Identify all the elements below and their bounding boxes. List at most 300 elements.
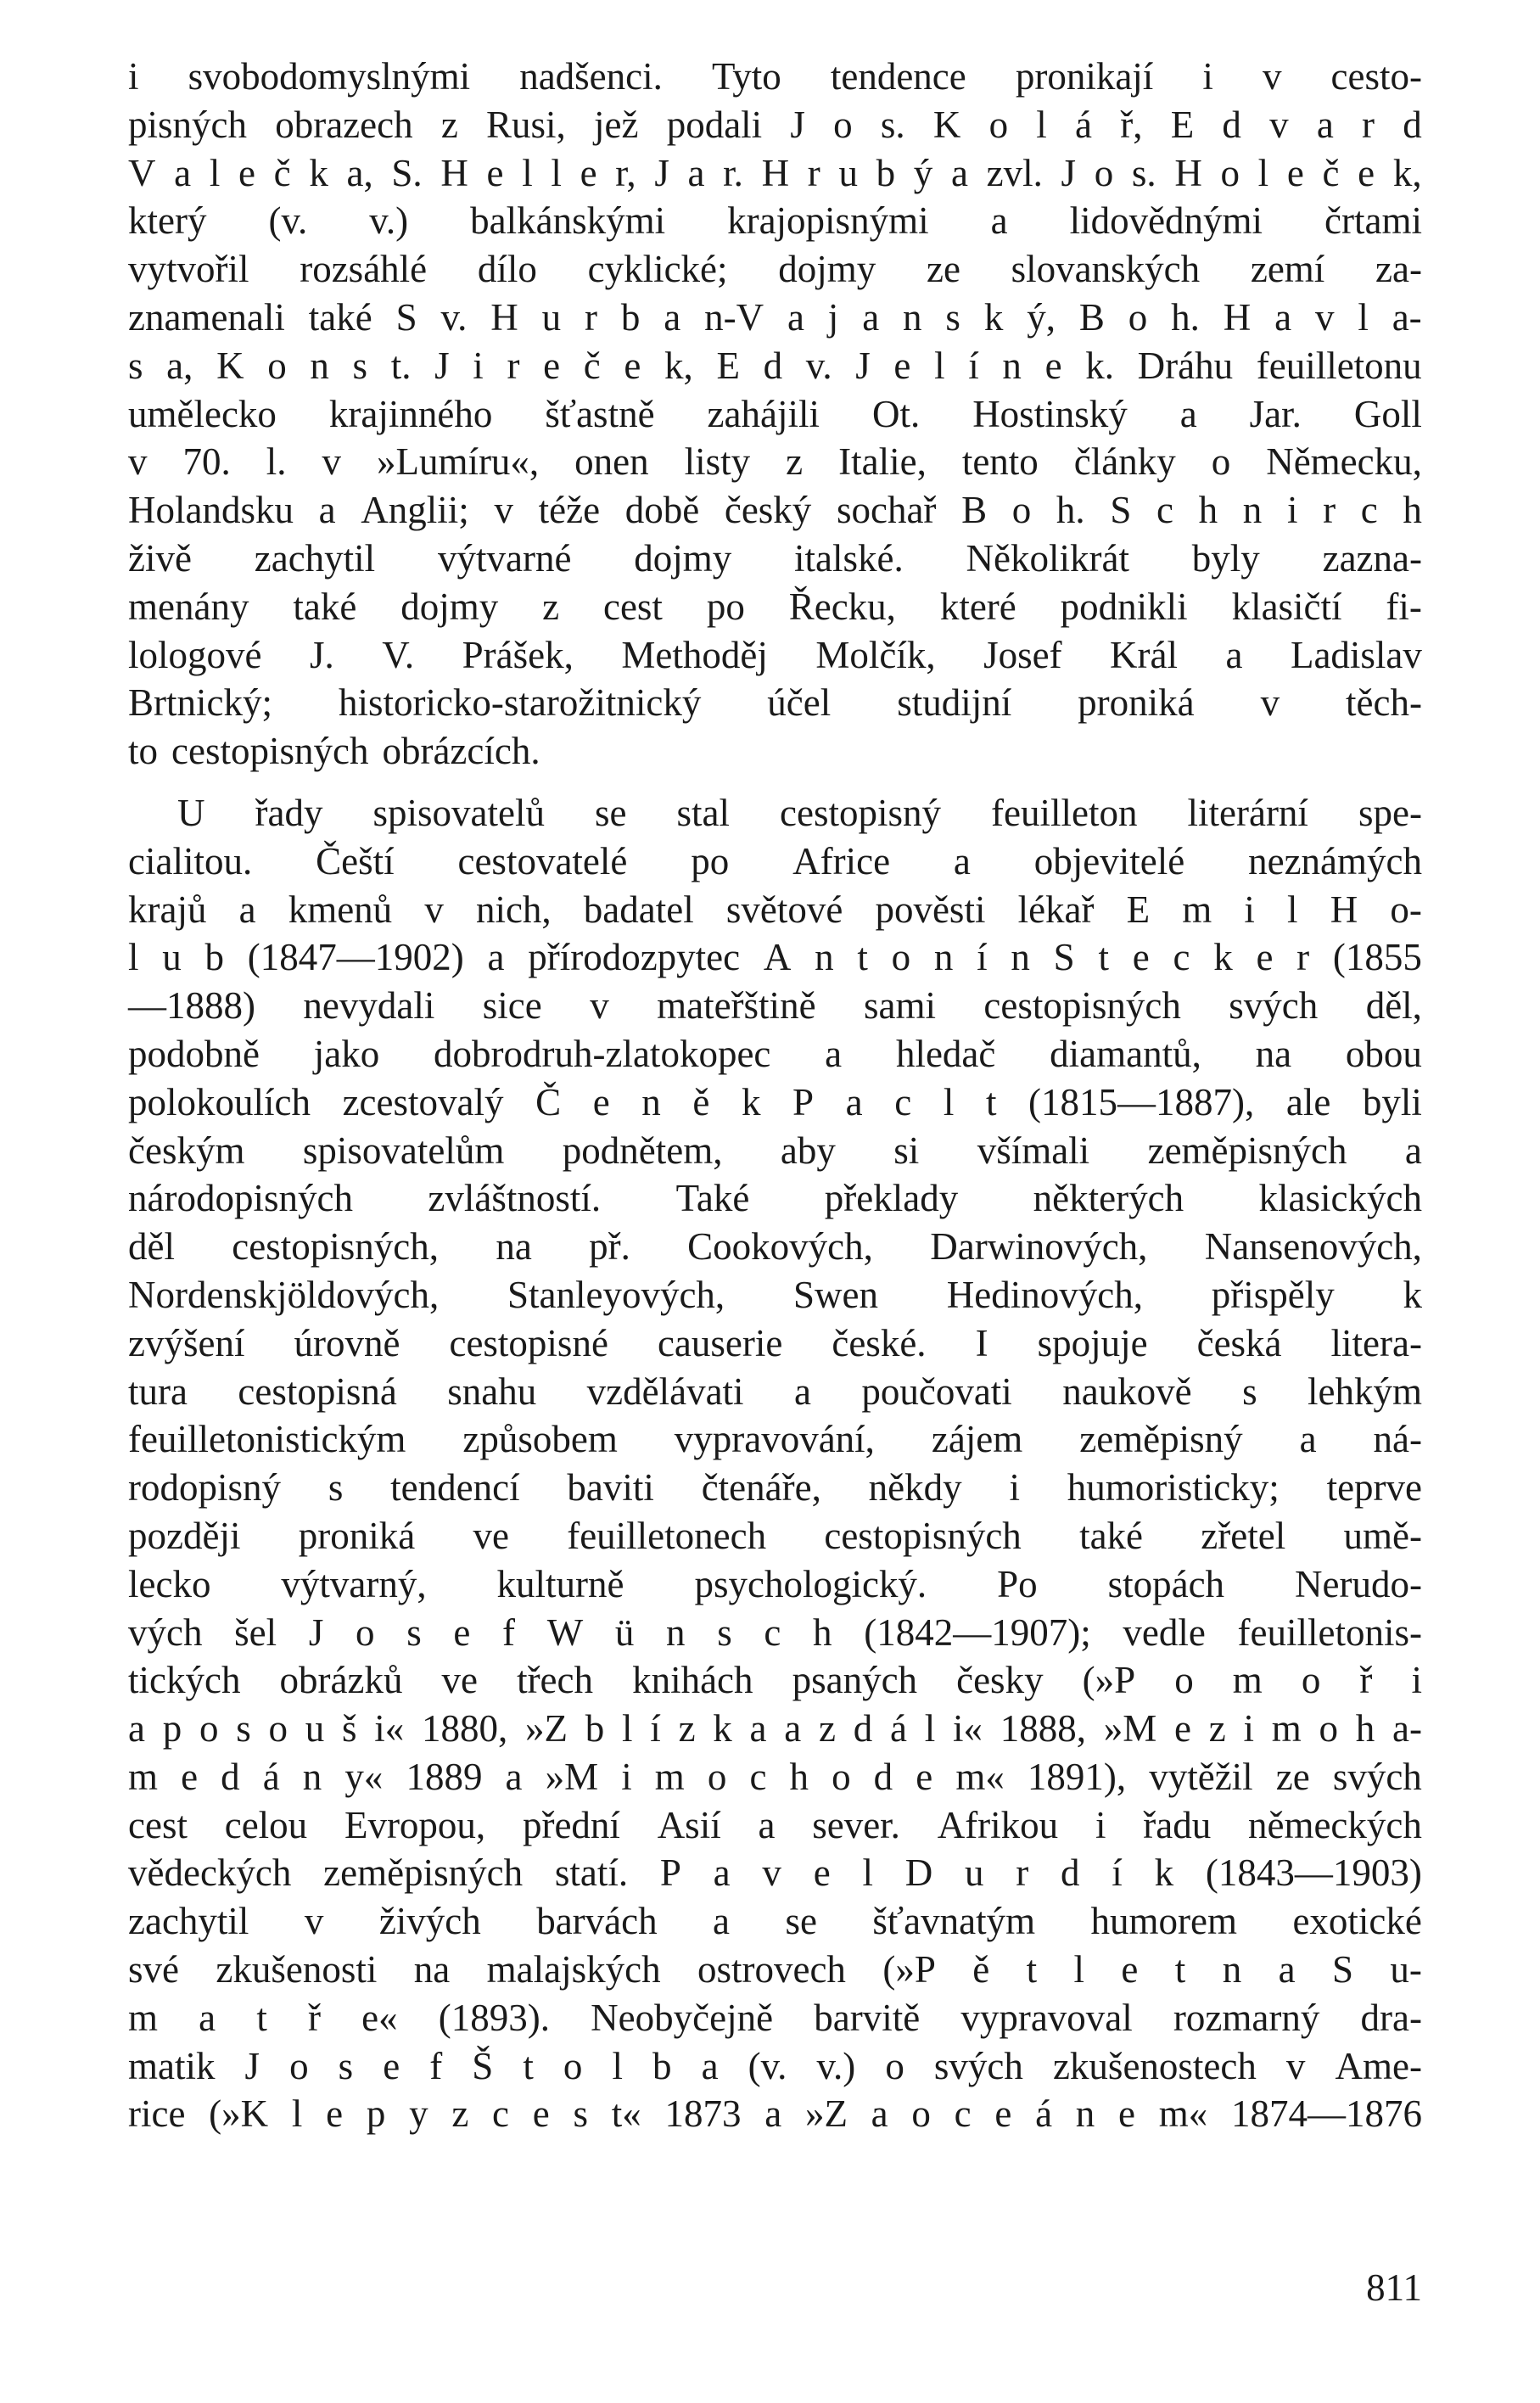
word: ve <box>441 1659 478 1702</box>
word: cesto- <box>1330 55 1422 98</box>
word: řadu <box>1143 1803 1212 1846</box>
word: »M <box>1103 1707 1157 1750</box>
word: l <box>934 344 945 387</box>
word: o <box>268 1707 288 1750</box>
word: b <box>204 936 225 979</box>
word: e <box>1358 151 1375 194</box>
word: m« <box>1158 2092 1208 2136</box>
word: feuilletonu <box>1256 344 1422 387</box>
word: a <box>238 888 256 931</box>
word: fi- <box>1386 585 1422 628</box>
word: a <box>764 2092 782 2136</box>
word: s <box>328 1466 344 1510</box>
word: b <box>876 151 896 194</box>
word: děl, <box>1365 984 1422 1028</box>
word: baviti <box>567 1466 654 1510</box>
word: e <box>1132 936 1150 979</box>
word: a <box>871 2092 888 2136</box>
word: k <box>741 1080 761 1123</box>
word: byly <box>1191 536 1260 580</box>
text-line <box>128 101 1422 149</box>
word: svých <box>1229 984 1319 1028</box>
word: D <box>904 1851 933 1895</box>
word: neznámých <box>1248 839 1422 882</box>
word: u <box>541 295 562 339</box>
word: Ame- <box>1335 2044 1422 2087</box>
word: obrázcích. <box>382 730 540 773</box>
word: v <box>494 489 513 532</box>
word: l <box>612 2044 623 2087</box>
word: á <box>890 1707 907 1750</box>
word: e <box>532 2092 550 2136</box>
word: B <box>1078 295 1105 339</box>
word: který <box>128 199 207 243</box>
word: »Z <box>525 1707 568 1750</box>
word: a <box>687 151 705 194</box>
word: S <box>1053 936 1075 979</box>
text-line <box>128 438 1422 486</box>
word: v <box>1285 2044 1306 2087</box>
word: o <box>1094 151 1114 194</box>
word: i <box>1411 1659 1422 1702</box>
word: o <box>911 2092 931 2136</box>
word: Řecku, <box>788 585 896 628</box>
word: r <box>507 344 520 387</box>
word: dílo <box>477 248 537 291</box>
word: ý, <box>1027 295 1056 339</box>
word: r. <box>723 151 743 194</box>
word: Darwinových, <box>930 1225 1148 1269</box>
word: n <box>1011 936 1030 979</box>
word: řady <box>255 791 323 834</box>
word: česky <box>956 1659 1044 1702</box>
word: Nansenových, <box>1204 1225 1422 1269</box>
word: rozsáhlé <box>300 248 428 291</box>
word: Ot. <box>871 392 921 435</box>
word: a <box>713 1900 731 1943</box>
word: d <box>221 1755 240 1798</box>
word: psychologický. <box>694 1562 927 1605</box>
word: i« <box>374 1707 405 1750</box>
word: s <box>573 2092 588 2136</box>
word: slovanských <box>1011 248 1201 291</box>
word: lidovědnými <box>1069 199 1263 243</box>
word: rozmarný <box>1173 1996 1320 2039</box>
text-line <box>128 535 1422 583</box>
word: ý <box>913 151 933 194</box>
word: e <box>1044 344 1062 387</box>
word: podnětem, <box>562 1129 723 1172</box>
word: e <box>1286 151 1304 194</box>
word: zkušenostech <box>1052 2044 1257 2087</box>
word: v <box>1262 55 1282 98</box>
word: krajopisnými <box>727 199 929 243</box>
word: E <box>716 344 740 387</box>
word: svých <box>933 2044 1023 2087</box>
word: přední <box>522 1803 620 1846</box>
word: z <box>1208 1707 1226 1750</box>
word: i <box>1286 489 1298 532</box>
word: pronikají <box>1015 55 1154 98</box>
word: causerie <box>657 1321 783 1364</box>
word: l. <box>266 440 287 484</box>
word: o <box>356 1610 375 1654</box>
word: m <box>128 1996 159 2039</box>
word: cestopisná <box>238 1370 397 1413</box>
word: Několikrát <box>966 536 1129 580</box>
word: menány <box>128 585 249 628</box>
text-line <box>128 933 1422 982</box>
word: sami <box>863 984 936 1028</box>
text-line <box>128 2090 1422 2138</box>
word: ř <box>1359 1659 1373 1702</box>
word: K <box>932 103 961 146</box>
word: cialitou. <box>128 839 253 882</box>
word: a <box>701 2044 719 2087</box>
word: c <box>764 1610 781 1654</box>
word: a <box>1179 392 1197 435</box>
word: zemí <box>1250 248 1325 291</box>
word: nich, <box>475 888 552 931</box>
word: c <box>749 1755 767 1798</box>
word: lehkým <box>1307 1370 1422 1413</box>
word: onen <box>574 440 649 484</box>
text-line <box>128 1512 1422 1560</box>
word: f <box>502 1610 516 1654</box>
word: o <box>832 1755 851 1798</box>
text-line <box>128 2042 1422 2091</box>
word: (»K <box>209 2092 269 2136</box>
word: obrazech <box>275 103 413 146</box>
word: úrovně <box>294 1321 400 1364</box>
word: cestopisné <box>449 1321 608 1364</box>
word: přírodozpytec <box>528 936 741 979</box>
word: e <box>994 2092 1012 2136</box>
word: m <box>1271 1707 1302 1750</box>
word: vytěžil <box>1149 1755 1253 1798</box>
word: Molčík, <box>815 633 936 676</box>
word: ostrovech <box>697 1948 846 1991</box>
word: E <box>1126 888 1151 931</box>
word: Evropou, <box>344 1803 486 1846</box>
word: živě <box>128 536 192 580</box>
word: V <box>128 151 156 194</box>
word: cest <box>128 1803 188 1846</box>
word: n <box>1222 1948 1242 1991</box>
word: o <box>1301 1659 1321 1702</box>
word: o <box>1128 295 1148 339</box>
text-line <box>128 837 1422 886</box>
word: tura <box>128 1370 188 1413</box>
word: o <box>1174 1659 1194 1702</box>
word: e <box>916 1755 933 1798</box>
word: a <box>825 1032 843 1075</box>
word: s <box>338 2044 354 2087</box>
paragraph <box>128 789 1422 2138</box>
word: hledač <box>895 1032 996 1075</box>
word: S <box>1331 1948 1353 1991</box>
word: Cookových, <box>687 1225 873 1269</box>
word: k, <box>664 344 693 387</box>
word: přispěly <box>1211 1273 1335 1316</box>
word: e <box>592 1080 610 1123</box>
word: č <box>1322 151 1340 194</box>
word: výtvarný, <box>281 1562 427 1605</box>
text-line <box>128 1897 1422 1946</box>
word: a <box>749 1707 767 1750</box>
word: také <box>308 295 372 339</box>
word: o <box>563 2044 583 2087</box>
word: u <box>838 151 858 194</box>
text-line <box>128 1705 1422 1753</box>
word: J <box>308 1610 324 1654</box>
text-line <box>128 1223 1422 1271</box>
text-line <box>128 727 1422 776</box>
word: K <box>216 344 244 387</box>
word: e <box>624 344 641 387</box>
word: 1874—1876 <box>1230 2092 1422 2136</box>
word: n <box>1075 2092 1095 2136</box>
word: Tyto <box>711 55 781 98</box>
word: Čeští <box>316 839 395 882</box>
word: a <box>758 1803 776 1846</box>
word: d <box>1061 1851 1080 1895</box>
word: a <box>505 1755 523 1798</box>
text-line <box>128 342 1422 390</box>
word: v. <box>440 295 468 339</box>
text-line <box>128 197 1422 245</box>
word: S <box>395 295 417 339</box>
word: l <box>291 2092 303 2136</box>
word: 1891), <box>1027 1755 1127 1798</box>
word: a <box>950 151 968 194</box>
word: a <box>664 295 681 339</box>
word: šťavnatým <box>872 1900 1036 1943</box>
word: l <box>522 151 533 194</box>
text-line <box>128 245 1422 294</box>
word: o <box>988 103 1009 146</box>
word: cestopisných <box>171 730 369 773</box>
word: s <box>128 344 143 387</box>
word: na <box>496 1225 532 1269</box>
word: zcestovalý <box>342 1080 504 1123</box>
word: r <box>1362 103 1375 146</box>
word: umě- <box>1343 1514 1422 1557</box>
word: v.) <box>816 2044 856 2087</box>
word: výtvarné <box>437 536 572 580</box>
word: cyklické; <box>587 248 728 291</box>
word: v <box>128 440 148 484</box>
word: a <box>174 151 192 194</box>
word: dojmy <box>778 248 876 291</box>
word: ř <box>307 1996 321 2039</box>
word: b <box>620 295 641 339</box>
text-line <box>128 486 1422 535</box>
word: (1843—1903) <box>1205 1851 1422 1895</box>
text-line <box>128 789 1422 837</box>
word: k <box>309 151 328 194</box>
word: zazna- <box>1322 536 1422 580</box>
text-line <box>128 149 1422 198</box>
word: i« <box>953 1707 983 1750</box>
word: (1847—1902) <box>247 936 464 979</box>
word: aby <box>780 1129 836 1172</box>
word: mateřštině <box>657 984 816 1028</box>
word: k <box>983 295 1004 339</box>
word: i <box>1243 1707 1255 1750</box>
word: z <box>542 585 560 628</box>
word: s <box>945 295 960 339</box>
text-line <box>128 679 1422 727</box>
word: snahu <box>447 1370 537 1413</box>
word: a, <box>166 344 193 387</box>
word: zeměpisný <box>1079 1418 1243 1461</box>
word: W <box>546 1610 584 1654</box>
word: n <box>1242 489 1263 532</box>
word: podnikli <box>1060 585 1188 628</box>
word: polokoulích <box>128 1080 311 1123</box>
word: pisných <box>128 103 247 146</box>
word: l <box>1287 888 1298 931</box>
word: k. <box>1085 344 1114 387</box>
word: m <box>654 1755 685 1798</box>
word: o <box>1220 151 1240 194</box>
word: H <box>490 295 518 339</box>
word: a <box>1274 295 1292 339</box>
word: proniká <box>298 1514 416 1557</box>
word: l <box>209 151 221 194</box>
word: J <box>790 103 805 146</box>
word: krajů <box>128 888 207 931</box>
word: J. <box>309 633 334 676</box>
word: v <box>762 1851 781 1895</box>
word: U <box>177 791 205 834</box>
word: cestopisných <box>824 1514 1022 1557</box>
word: ze <box>1275 1755 1310 1798</box>
word: dojmy <box>400 585 499 628</box>
word: sever. <box>812 1803 900 1846</box>
word: e <box>813 1851 831 1895</box>
word: sochař <box>836 489 937 532</box>
word: u <box>305 1707 325 1750</box>
word: dojmy <box>634 536 732 580</box>
word: 1888, <box>1000 1707 1087 1750</box>
word: některých <box>1033 1177 1184 1220</box>
word: n <box>302 1755 322 1798</box>
word: (»P <box>1082 1659 1136 1702</box>
word: v <box>1260 681 1280 725</box>
word: J <box>1061 151 1077 194</box>
word: Afrikou <box>937 1803 1059 1846</box>
word: S. <box>391 151 423 194</box>
text-line <box>128 1656 1422 1705</box>
word: o- <box>1390 888 1422 931</box>
word: naukově <box>1062 1370 1192 1413</box>
word: Š <box>472 2044 494 2087</box>
word: teprve <box>1326 1466 1422 1510</box>
word: e <box>238 151 255 194</box>
page-number: 811 <box>1366 2266 1422 2309</box>
word: y« <box>344 1755 384 1798</box>
word: tických <box>128 1659 241 1702</box>
word: statí. <box>554 1851 629 1895</box>
word: m <box>1182 888 1212 931</box>
word: proniká <box>1078 681 1195 725</box>
word: a <box>713 1851 731 1895</box>
word: v <box>322 440 341 484</box>
word: h. <box>1056 489 1085 532</box>
text-line <box>128 1271 1422 1319</box>
word: zvláštností. <box>428 1177 602 1220</box>
word: »M <box>545 1755 599 1798</box>
word: humoristicky; <box>1067 1466 1280 1510</box>
word: cestovatelé <box>457 839 628 882</box>
word: S <box>1110 489 1132 532</box>
word: se <box>785 1900 817 1943</box>
text-line <box>128 583 1422 631</box>
word: j <box>827 295 839 339</box>
word: p <box>366 2092 386 2136</box>
word: a <box>784 1707 802 1750</box>
word: t <box>1098 936 1109 979</box>
word: vzdělávati <box>586 1370 744 1413</box>
word: H <box>1174 151 1202 194</box>
word: diamantů, <box>1050 1032 1201 1075</box>
word: vytvořil <box>128 248 249 291</box>
word: 1889 <box>406 1755 483 1798</box>
word: s <box>717 1610 732 1654</box>
word: Neobyčejně <box>591 1996 774 2039</box>
word: o <box>885 2044 904 2087</box>
word: spojuje <box>1037 1321 1148 1364</box>
word: kmenů <box>288 888 393 931</box>
word: vypravoval <box>960 1996 1133 2039</box>
word: o <box>1011 489 1032 532</box>
word: zvýšení <box>128 1321 245 1364</box>
word: se <box>595 791 627 834</box>
word: objevitelé <box>1033 839 1185 882</box>
word: zeměpisných <box>323 1851 524 1895</box>
word: t« <box>611 2092 641 2136</box>
word: byli <box>1362 1080 1422 1123</box>
word: barvách <box>536 1900 658 1943</box>
word: Č <box>535 1080 562 1123</box>
word: d <box>873 1755 893 1798</box>
text-line <box>128 294 1422 342</box>
word: lologové <box>128 633 262 676</box>
word: (»P <box>882 1948 936 1991</box>
word: a <box>1299 1418 1317 1461</box>
word: české. <box>832 1321 927 1364</box>
word: nadšenci. <box>519 55 663 98</box>
word: e <box>893 344 911 387</box>
word: nevydali <box>303 984 435 1028</box>
word: téže <box>538 489 601 532</box>
text-line <box>128 1319 1422 1368</box>
word: ě <box>972 1948 990 1991</box>
word: n <box>933 936 954 979</box>
word: a <box>990 199 1008 243</box>
word: Methoděj <box>621 633 768 676</box>
word: »Z <box>804 2092 848 2136</box>
word: Goll <box>1353 392 1422 435</box>
word: Prášek, <box>462 633 574 676</box>
word: a <box>487 936 505 979</box>
word: l <box>1036 103 1047 146</box>
word: tento <box>961 440 1039 484</box>
word: český <box>724 489 812 532</box>
word: účel <box>767 681 832 725</box>
